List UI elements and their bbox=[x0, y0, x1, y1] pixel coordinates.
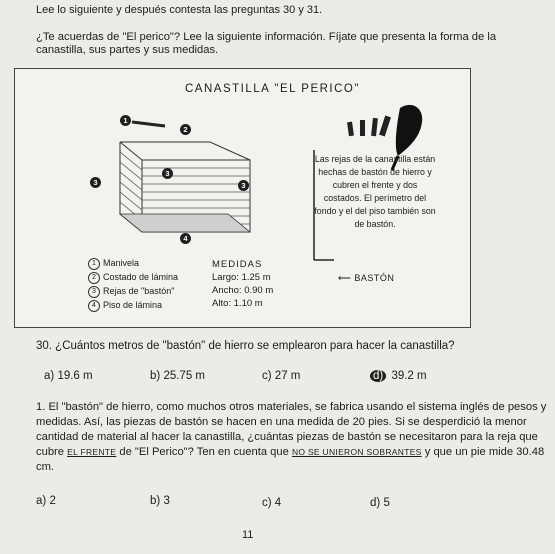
arrow-left-icon: ⟵ bbox=[338, 273, 355, 283]
measures-block bbox=[212, 258, 273, 310]
parrot-icon bbox=[396, 105, 422, 156]
badge-3-front: 3 bbox=[162, 168, 173, 179]
question-30: 30. ¿Cuántos metros de "bastón" de hierro se emplearon para hacer la canastilla? bbox=[36, 340, 455, 352]
badge-1: 1 bbox=[120, 115, 131, 126]
q31-option-d[interactable]: d) 5 bbox=[370, 497, 390, 509]
rods-icon bbox=[347, 116, 391, 137]
q30-option-d[interactable]: d) 39.2 m bbox=[370, 370, 427, 382]
q30-option-c[interactable]: c) 27 m bbox=[262, 370, 301, 382]
part-item: 3 Rejas de "bastón" bbox=[88, 284, 178, 298]
badge-3-right: 3 bbox=[238, 180, 249, 191]
question-intro: ¿Te acuerdas de "El perico"? Lee la siguiente información. Fíjate que presenta la forma de la canastilla, sus partes y sus medidas. bbox=[36, 31, 497, 56]
badge-3-left: 3 bbox=[90, 177, 101, 188]
badge-2: 2 bbox=[180, 124, 191, 135]
instruction-text: Lee lo siguiente y después contesta las preguntas 30 y 31. bbox=[36, 4, 323, 16]
parts-list bbox=[88, 256, 178, 312]
description-text: Las rejas de la canastilla están hechas de bastón de hierro y cubren el frente y dos costados. El perímetro del fondo y el del piso también son de bastón. bbox=[314, 154, 436, 229]
box-title: CANASTILLA "EL PERICO" bbox=[185, 83, 360, 95]
q31-option-c[interactable]: c) 4 bbox=[262, 497, 282, 509]
measures-title: MEDIDAS bbox=[212, 259, 263, 270]
q31-option-b[interactable]: b) 3 bbox=[150, 495, 170, 507]
q30-option-b[interactable]: b) 25.75 m bbox=[150, 370, 205, 382]
badge-4: 4 bbox=[180, 233, 191, 244]
crank-handle bbox=[132, 122, 165, 126]
part-item: 1 Manivela bbox=[88, 256, 178, 270]
part-item: 4 Piso de lámina bbox=[88, 298, 178, 312]
measure-width: Ancho: 0.90 m bbox=[212, 285, 274, 296]
q31-option-a[interactable]: a) 2 bbox=[36, 495, 56, 507]
baston-label: ⟵ BASTÓN bbox=[338, 273, 395, 283]
question-31: 1. El "bastón" de hierro, como muchos otros materiales, se fabrica usando el sistema inglés de pesos y medidas. Así, las piezas de bastón se hacen en una medida de 20 pies. Si se desperdició la menor cantidad de material al hacer la canastilla, ¿cuántas piezas de bastón se necesitaron para la reja que cubre EL FRENTE de "El Perico"? Ten en cuenta que NO SE UNIERON SOBRANTES y que un pie mide 30.48 cm. bbox=[36, 401, 547, 473]
measure-length: Largo: 1.25 m bbox=[212, 272, 271, 283]
measure-height: Alto: 1.10 m bbox=[212, 298, 263, 309]
part-item: 2 Costado de lámina bbox=[88, 270, 178, 284]
page-number: 11 bbox=[242, 529, 254, 541]
q30-option-a[interactable]: a) 19.6 m bbox=[44, 370, 93, 382]
